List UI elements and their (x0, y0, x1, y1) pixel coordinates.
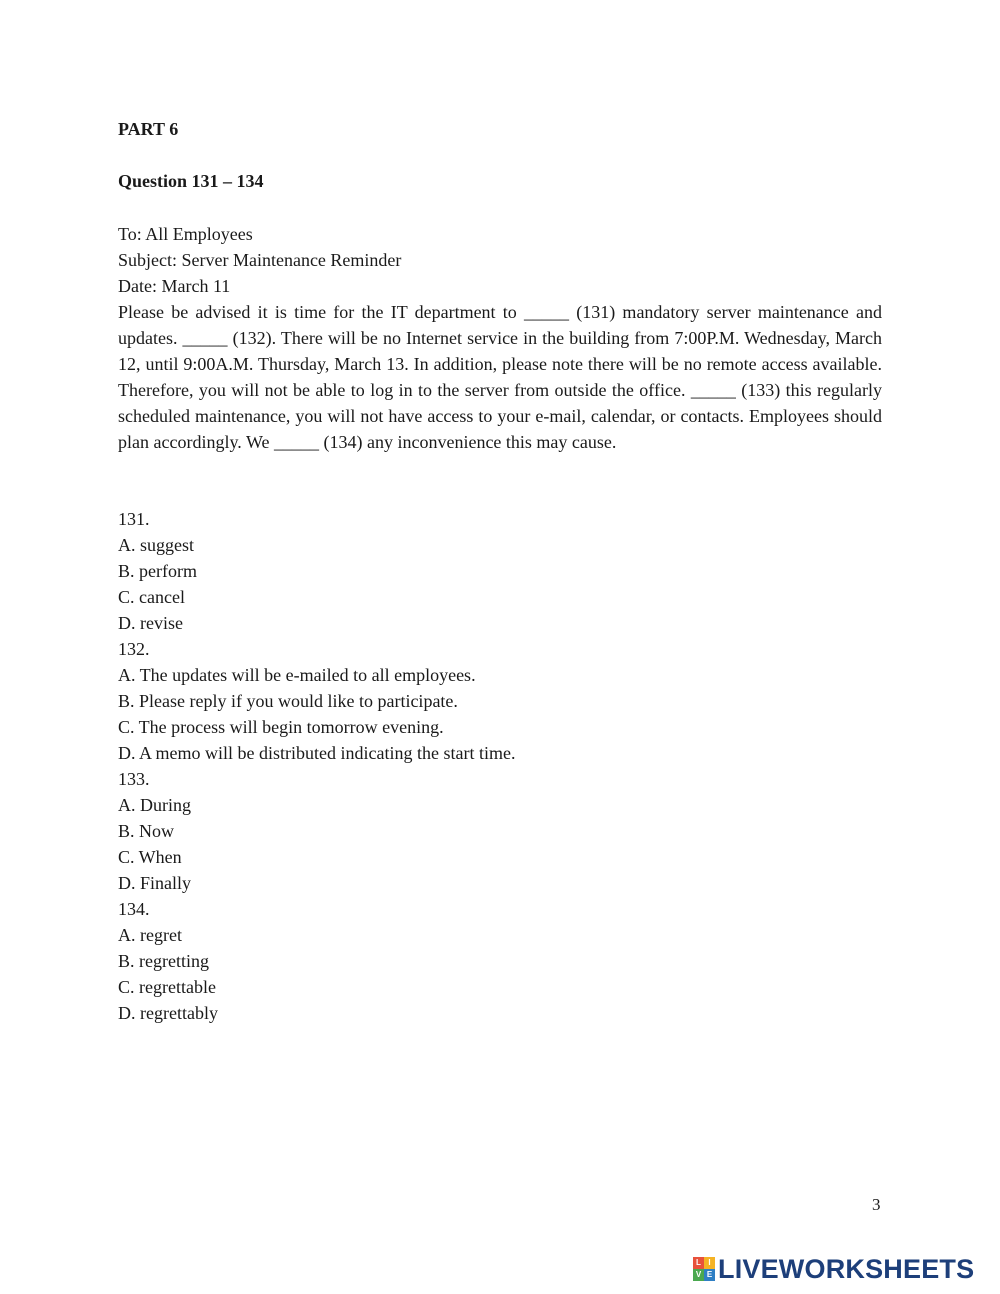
logo-tile: V (693, 1269, 704, 1281)
logo-tile: L (693, 1257, 704, 1269)
memo-subject: Subject: Server Maintenance Reminder (118, 250, 402, 270)
answer-option[interactable]: C. regrettable (118, 977, 216, 997)
page-number: 3 (872, 1195, 881, 1214)
answer-option[interactable]: C. cancel (118, 587, 185, 607)
liveworksheets-logo[interactable] (693, 1254, 974, 1284)
answer-option[interactable]: D. regrettably (118, 1003, 218, 1023)
answer-option[interactable]: A. During (118, 795, 191, 815)
question-number: 134. (118, 899, 150, 919)
memo-date: Date: March 11 (118, 276, 231, 296)
liveworksheets-icon (693, 1257, 715, 1281)
logo-tile: E (704, 1269, 715, 1281)
answer-option[interactable]: B. Please reply if you would like to participate. (118, 691, 458, 711)
answer-option[interactable]: C. The process will begin tomorrow evening. (118, 717, 444, 737)
question-number: 131. (118, 509, 150, 529)
brand-name: LIVEWORKSHEETS (718, 1254, 975, 1284)
answer-option[interactable]: A. The updates will be e-mailed to all employees. (118, 665, 476, 685)
question-range-heading: Question 131 – 134 (118, 171, 264, 191)
answer-option[interactable]: D. revise (118, 613, 183, 633)
part-title: PART 6 (118, 119, 179, 139)
memo-body: Please be advised it is time for the IT department to _____ (131) mandatory server maintenance and updates. _____ (132). There will be no Internet service in the building from 7:00P.M. Wednesday, March 12, until 9:00A.M. Thursday, March 13. In addition, please note there will be no remote access available. Therefore, you will not be able to log in to the server from outside the office. _____ (133) this regularly scheduled maintenance, you will not have access to your e-mail, calendar, or contacts. Employees should plan accordingly. We _____ (134) any inconvenience this may cause. (118, 302, 882, 452)
answer-option[interactable]: D. A memo will be distributed indicating the start time. (118, 743, 516, 763)
logo-tile: I (704, 1257, 715, 1269)
answer-option[interactable]: B. perform (118, 561, 197, 581)
answer-option[interactable]: B. Now (118, 821, 175, 841)
question-list (118, 506, 515, 1026)
answer-option[interactable]: A. regret (118, 925, 182, 945)
answer-option[interactable]: B. regretting (118, 951, 209, 971)
memo (118, 221, 882, 455)
answer-option[interactable]: A. suggest (118, 535, 194, 555)
question-number: 133. (118, 769, 150, 789)
answer-option[interactable]: C. When (118, 847, 182, 867)
answer-option[interactable]: D. Finally (118, 873, 192, 893)
memo-to: To: All Employees (118, 224, 253, 244)
question-number: 132. (118, 639, 150, 659)
